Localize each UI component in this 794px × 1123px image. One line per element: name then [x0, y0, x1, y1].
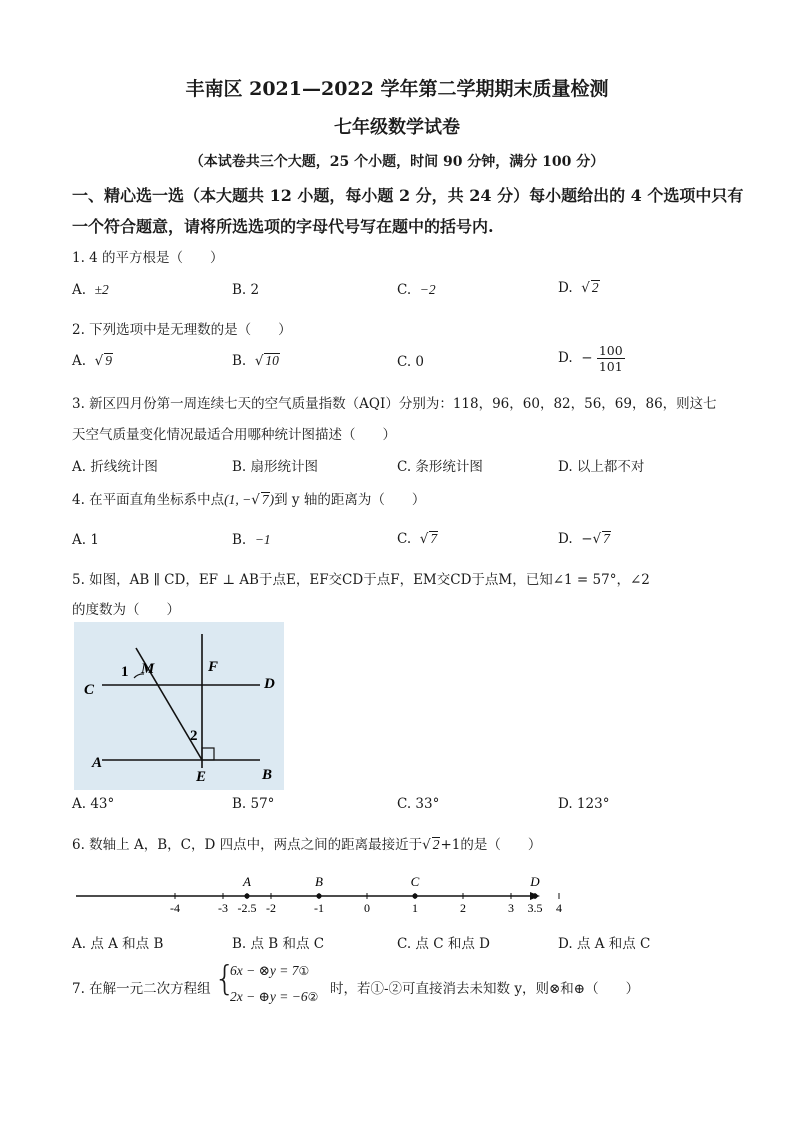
question-6-option-d: D. 点 A 和点 C	[558, 936, 651, 952]
question-7-stem-post: 时，若①-②可直接消去未知数 y，则⊗和⊕（ ）	[330, 981, 640, 997]
tick-label: 2	[460, 901, 466, 915]
question-3-option-b: B. 扇形统计图	[232, 459, 319, 475]
label-a: A	[92, 755, 103, 771]
question-4-option-d: D. −√ 7	[558, 531, 610, 547]
question-4-option-b: B. −1	[232, 532, 271, 548]
question-5-line1: 5. 如图，AB ∥ CD，EF ⊥ AB于点E，EF交CD于点F，EM交CD于点M，已知∠1 = 57°，∠2	[72, 572, 650, 588]
question-2-option-d: D. − $\frac{100}{101}$	[558, 343, 623, 374]
label-d: D	[264, 676, 275, 692]
tick-label: 3.5	[527, 901, 543, 915]
question-1-stem: 1. 4 的平方根是（ ）	[72, 250, 224, 266]
tick-label: 3	[508, 901, 514, 915]
question-2-option-b: B. √ 10	[232, 353, 279, 369]
question-3-option-c: C. 条形统计图	[397, 459, 483, 475]
exam-title: 丰南区 2021—2022 学年第二学期期末质量检测	[185, 78, 609, 100]
question-2-stem: 2. 下列选项中是无理数的是（ ）	[72, 322, 292, 338]
tick-label: 1	[412, 901, 418, 915]
question-1-option-c: C. −2	[397, 282, 436, 298]
question-1-option-d: D. √ 2	[558, 280, 599, 296]
tick-label: -2.5	[237, 901, 257, 915]
tick-label: 0	[364, 901, 370, 915]
question-5-line2: 的度数为（ ）	[72, 602, 180, 618]
equation-1: 6x − ⊗y = 7①	[230, 963, 310, 978]
question-1-option-a: A. ±2	[72, 282, 109, 298]
question-4-option-a: A. 1	[72, 532, 99, 548]
point-d-dot	[532, 893, 537, 898]
question-5-option-d: D. 123°	[558, 796, 610, 812]
equation-brace: {	[214, 959, 236, 999]
fraction: $\frac{100}{101}$	[598, 343, 623, 374]
question-5-option-b: B. 57°	[232, 796, 275, 812]
label-m: M	[141, 661, 155, 677]
question-6-option-c: C. 点 C 和点 D	[397, 936, 490, 952]
question-6-option-b: B. 点 B 和点 C	[232, 936, 325, 952]
question-5-option-a: A. 43°	[72, 796, 115, 812]
tick-label: -4	[170, 901, 180, 915]
label-c: C	[84, 682, 95, 698]
question-2-option-a: A. √ 9	[72, 353, 112, 369]
exam-subtitle: 七年级数学试卷	[334, 117, 460, 138]
label-angle-2: 2	[190, 728, 198, 744]
point-a-label: A	[243, 874, 251, 889]
label-f: F	[208, 659, 219, 675]
point-d-label: D	[530, 874, 540, 889]
question-2-option-c: C. 0	[397, 354, 425, 370]
label-e: E	[196, 769, 207, 785]
geometry-figure	[74, 622, 284, 790]
section-heading-line1: 一、精心选一选（本大题共 12 小题，每小题 2 分，共 24 分）每小题给出的 4 个选项中只有	[72, 186, 744, 205]
tick-label: -3	[218, 901, 228, 915]
question-6-option-a: A. 点 A 和点 B	[72, 936, 164, 952]
question-4-stem: 4. 在平面直角坐标系中点(1, −√ 7)到 y 轴的距离为（ ）	[72, 492, 426, 508]
label-angle-1: 1	[121, 664, 129, 680]
question-1-option-b: B. 2	[232, 282, 260, 298]
equation-2: 2x − ⊕y = −6②	[230, 989, 319, 1004]
tick-label: -2	[266, 901, 276, 915]
tick-label: -1	[314, 901, 324, 915]
question-5-option-c: C. 33°	[397, 796, 440, 812]
figure-background	[74, 622, 284, 790]
point-b-label: B	[315, 874, 323, 889]
point-c-dot	[412, 893, 417, 898]
question-7-stem-pre: 7. 在解一元二次方程组	[72, 981, 211, 997]
number-line	[72, 870, 562, 918]
point-b-dot	[316, 893, 321, 898]
point-a-dot	[244, 893, 249, 898]
point-c-label: C	[410, 874, 420, 889]
tick-label: 4	[556, 901, 562, 915]
question-3-line2: 天空气质量变化情况最适合用哪种统计图描述（ ）	[72, 427, 396, 443]
question-4-option-c: C. √ 7	[397, 531, 438, 547]
section-heading-line2: 一个符合题意，请将所选选项的字母代号写在题中的括号内.	[72, 217, 494, 236]
question-3-line1: 3. 新区四月份第一周连续七天的空气质量指数（AQI）分别为：118，96，60，82，56，69，86，则这七	[72, 396, 717, 412]
exam-note: （本试卷共三个大题，25 个小题，时间 90 分钟，满分 100 分）	[189, 154, 605, 170]
label-b: B	[262, 767, 273, 783]
question-6-stem: 6. 数轴上 A，B，C，D 四点中，两点之间的距离最接近于√ 2+1的是（ ）	[72, 837, 542, 853]
question-3-option-d: D. 以上都不对	[558, 459, 645, 475]
question-3-option-a: A. 折线统计图	[72, 459, 158, 475]
sqrt-radicand: 2	[591, 280, 599, 295]
